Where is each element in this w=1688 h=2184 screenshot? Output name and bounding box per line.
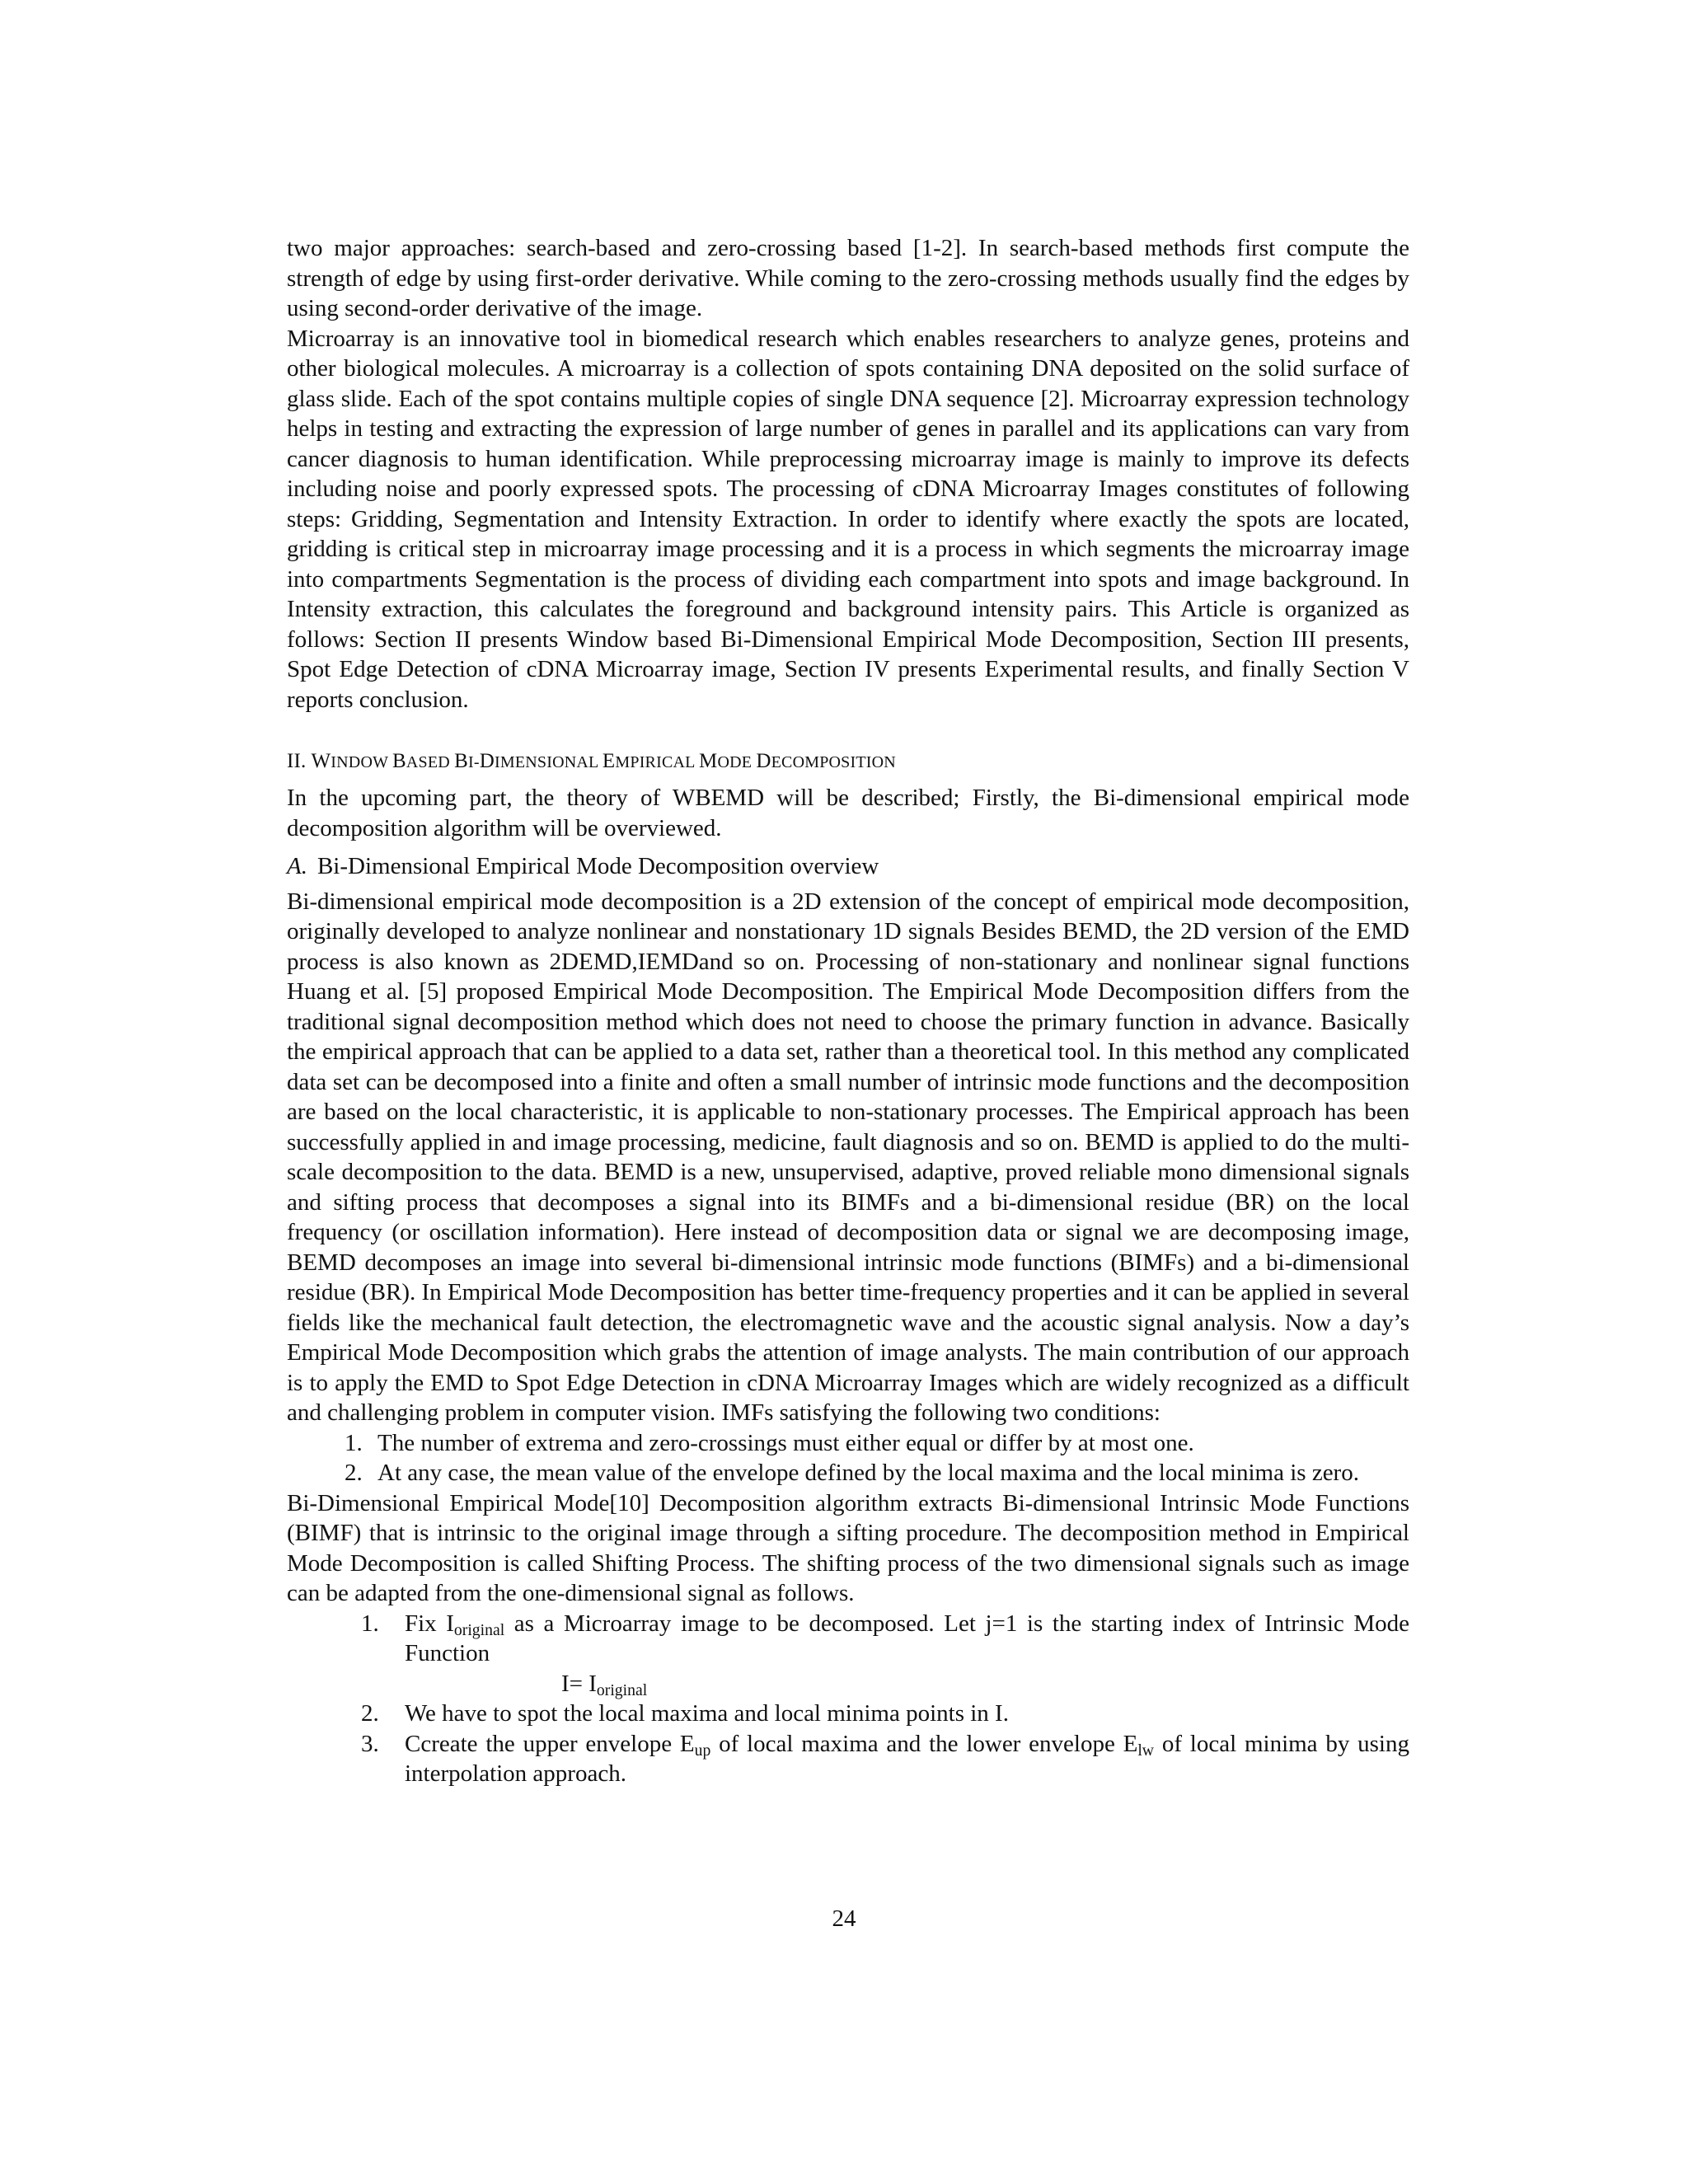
page-body xyxy=(287,233,1409,1789)
list-item: 3. Ccreate the upper envelope $E_{up}$ of local maxima and the lower envelope $E_{lw}$ of local minima by using interpolation approach. xyxy=(361,1730,1409,1787)
paragraph-microarray: Microarray is an innovative tool in biomedical research which enables researchers to analyze genes, proteins and other biological molecules. A microarray is a collection of spots containing DNA deposited on the solid surface of glass slide. Each of the spot contains multiple copies of single DNA sequence [2]. Microarray expression technology helps in testing and extracting the expression of large number of genes in parallel and its applications can vary from cancer diagnosis to human identification. While preprocessing microarray image is mainly to improve its defects including noise and poorly expressed spots. The processing of cDNA Microarray Images constitutes of following steps: Gridding, Segmentation and Intensity Extraction. In order to identify where exactly the spots are located, gridding is critical step in microarray image processing and it is a process in which segments the microarray image into compartments Segmentation is the process of dividing each compartment into spots and image background. In Intensity extraction, this calculates the foreground and background intensity pairs. This Article is organized as follows: Section II presents Window based Bi-Dimensional Empirical Mode Decomposition, Section III presents, Spot Edge Detection of cDNA Microarray image, Section IV presents Experimental results, and finally Section V reports conclusion. xyxy=(287,325,1409,713)
list-item: 1. Fix $I_{original}$ as a Microarray image to be decomposed. Let j=1 is the starting index of Intrinsic Mode Function $I= I_{original}$ xyxy=(361,1610,1410,1699)
section-heading-ii: II. WINDOW BASED BI-DIMENSIONAL EMPIRICAL MODE DECOMPOSITION xyxy=(287,750,896,772)
paragraph-bemd-overview: Bi-dimensional empirical mode decomposition is a 2D extension of the concept of empirical mode decomposition, originally developed to analyze nonlinear and nonstationary 1D signals Besides BEMD, the 2D version of the EMD process is also known as 2DEMD,IEMDand so on. Processing of non-stationary and nonlinear signal functions Huang et al. [5] proposed Empirical Mode Decomposition. The Empirical Mode Decomposition differs from the traditional signal decomposition method which does not need to choose the primary function in advance. Basically the empirical approach that can be applied to a data set, rather than a theoretical tool. In this method any complicated data set can be decomposed into a finite and often a small number of intrinsic mode functions and the decomposition are based on the local characteristic, it is applicable to non-stationary processes. The Empirical approach has been successfully applied in and image processing, medicine, fault diagnosis and so on. BEMD is applied to do the multi-scale decomposition to the data. BEMD is a new, unsupervised, adaptive, proved reliable mono dimensional signals and sifting process that decomposes a signal into its BIMFs and a bi-dimensional residue (BR) on the local frequency (or oscillation information). Here instead of decomposition data or signal we are decomposing image, BEMD decomposes an image into several bi-dimensional intrinsic mode functions (BIMFs) and a bi-dimensional residue (BR). In Empirical Mode Decomposition has better time-frequency properties and it can be applied in several fields like the mechanical fault detection, the electromagnetic wave and the acoustic signal analysis. Now a day’s Empirical Mode Decomposition which grabs the attention of image analysts. The main contribution of our approach is to apply the EMD to Spot Edge Detection in cDNA Microarray Images which are widely recognized as a difficult and challenging problem in computer vision. IMFs satisfying the following two conditions: xyxy=(287,888,1409,1426)
list-item: 2. We have to spot the local maxima and local minima points in I. xyxy=(361,1700,1009,1727)
paragraph-intro-continuation: two major approaches: search-based and zero-crossing based [1-2]. In search-based methods first compute the strength of edge by using first-order derivative. While coming to the zero-crossing methods usually find the edges by using second-order derivative of the image. xyxy=(287,235,1409,321)
paragraph-wbemd-intro: In the upcoming part, the theory of WBEMD will be described; Firstly, the Bi-dimensional empirical mode decomposition algorithm will be overviewed. xyxy=(287,785,1409,841)
subsection-heading-a xyxy=(287,851,1409,882)
page-number: 24 xyxy=(832,1905,856,1932)
list-item: 1. The number of extrema and zero-crossings must either equal or differ by at most one. xyxy=(345,1429,1194,1456)
equation-i-original: $I= I_{original}$ xyxy=(561,1670,648,1699)
subsection-number: A. xyxy=(287,853,307,879)
paragraph-sifting: Bi-Dimensional Empirical Mode[10] Decomposition algorithm extracts Bi-dimensional Intrinsic Mode Functions (BIMF) that is intrinsic to the original image through a sifting procedure. The decomposition method in Empirical Mode Decomposition is called Shifting Process. The shifting process of the two dimensional signals such as image can be adapted from the one-dimensional signal as follows. xyxy=(287,1489,1409,1606)
list-item: 2. At any case, the mean value of the envelope defined by the local maxima and the local minima is zero. xyxy=(345,1460,1359,1486)
conditions-list xyxy=(287,1428,1409,1488)
steps-list xyxy=(287,1609,1409,1789)
subsection-title: Bi-Dimensional Empirical Mode Decomposition overview xyxy=(316,853,879,879)
